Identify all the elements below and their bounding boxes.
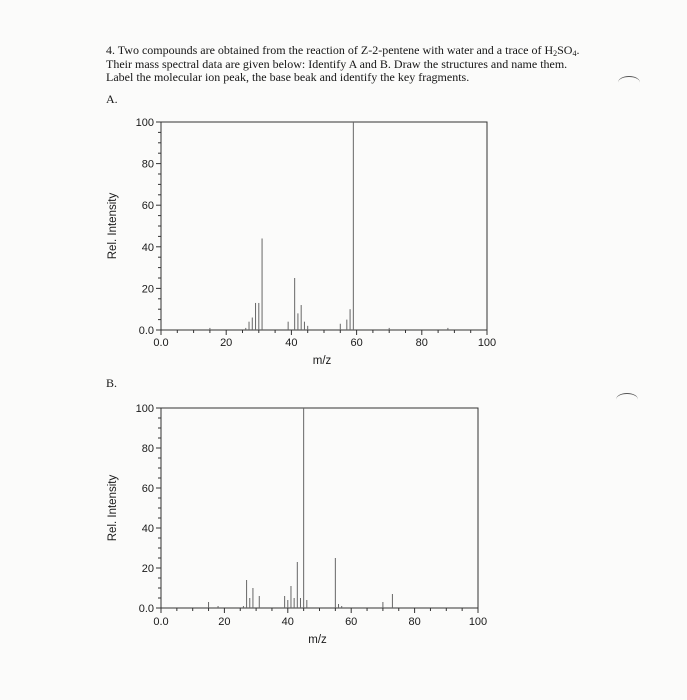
y-axis-title: Rel. Intensity: [107, 474, 119, 542]
question-line-1-start: 4. Two compounds are obtained from the reaction of Z-2-pentene with water and a trace of H: [106, 43, 554, 57]
x-tick-label: 80: [408, 616, 421, 628]
x-tick-label: 60: [345, 616, 358, 628]
x-tick-label: 40: [281, 616, 294, 628]
question-line-3: Label the molecular ion peak, the base beak and identify the key fragments.: [106, 70, 470, 84]
x-tick-label: 100: [468, 616, 488, 628]
x-tick-label: 40: [285, 337, 298, 349]
question-line-1-so: SO: [557, 43, 573, 57]
y-tick-label: 40: [141, 523, 154, 535]
y-tick-label: 100: [135, 117, 154, 129]
y-tick-label: 80: [141, 158, 154, 171]
x-tick-label: 0.0: [153, 616, 169, 628]
y-tick-label: 60: [141, 200, 154, 213]
plot-frame: [161, 408, 478, 608]
x-tick-label: 60: [350, 337, 363, 349]
question-line-2: Their mass spectral data are given below: Identify A and B. Draw the structures and name them.: [106, 56, 568, 71]
x-tick-label: 80: [415, 337, 428, 349]
x-tick-label: 20: [220, 337, 233, 349]
y-tick-label: 20: [141, 563, 154, 575]
x-tick-label: 20: [218, 616, 231, 628]
question-line-1-end: .: [576, 43, 580, 57]
y-tick-label: 100: [135, 403, 154, 415]
y-tick-label: 60: [141, 483, 154, 495]
spectrum-b: [107, 403, 487, 646]
y-tick-label: 0.0: [138, 325, 154, 337]
y-tick-label: 20: [141, 283, 154, 296]
spectrum-a: [107, 117, 496, 367]
x-axis-title: m/z: [312, 355, 332, 367]
y-axis-title: Rel. Intensity: [107, 192, 119, 260]
x-axis-title: m/z: [308, 634, 327, 646]
y-tick-label: 40: [141, 241, 154, 254]
part-a-label: A.: [106, 92, 118, 106]
x-tick-label: 100: [477, 337, 497, 349]
y-tick-label: 0.0: [138, 603, 154, 615]
part-b-label: B.: [106, 376, 118, 390]
y-tick-label: 80: [141, 443, 154, 455]
subscript-4: 4: [572, 49, 577, 58]
x-tick-label: 0.0: [153, 337, 169, 349]
plot-frame: [161, 122, 487, 330]
subscript-2: 2: [553, 49, 558, 58]
